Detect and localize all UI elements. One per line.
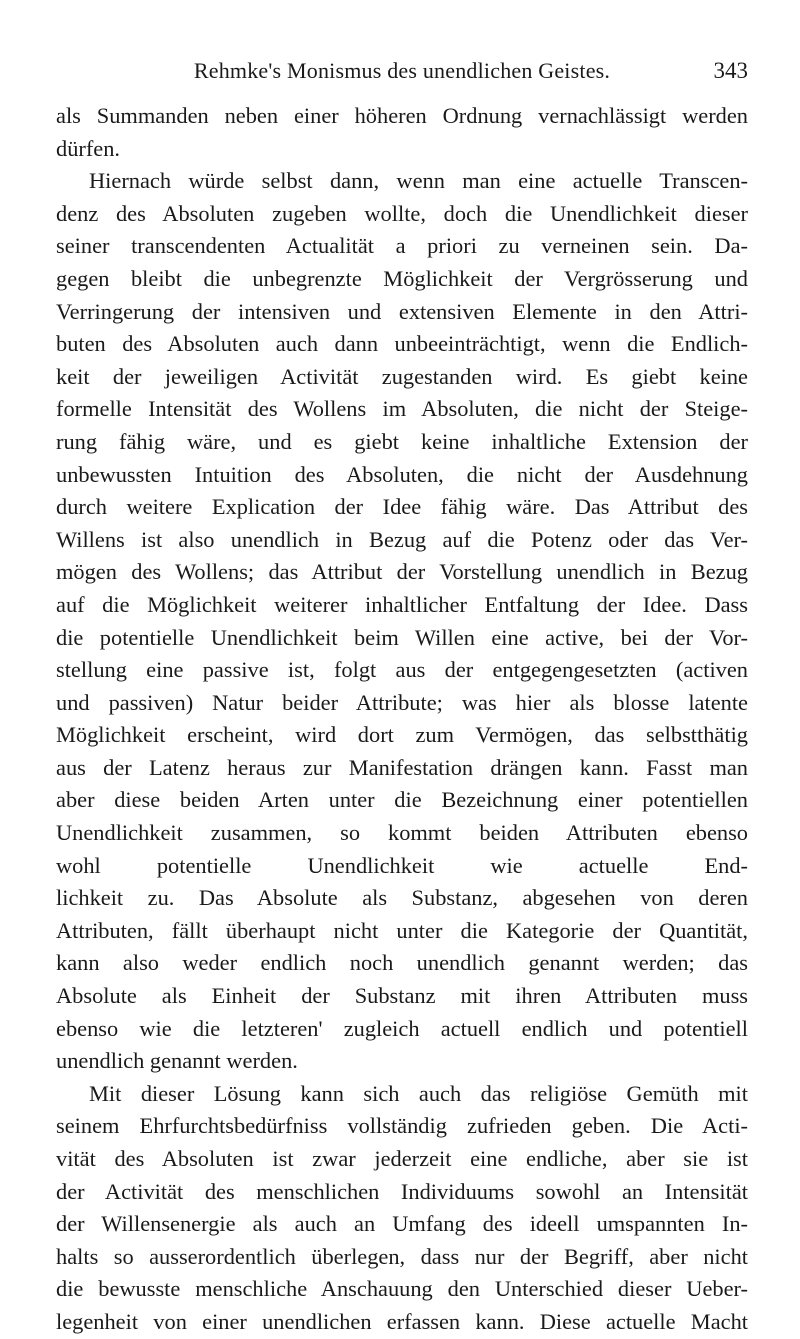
text-line: aber diese beiden Arten unter die Bezeichnung einer potentiellen bbox=[56, 787, 748, 813]
running-title: Rehmke's Monismus des unendlichen Geistes. bbox=[193, 58, 611, 83]
text-line: ebenso wie die letzteren' zugleich actuell endlich und potentiell bbox=[56, 1015, 748, 1041]
text-line: Hiernach würde selbst dann, wenn man eine actuelle Transcen- bbox=[89, 168, 748, 194]
text-line: stellung eine passive ist, folgt aus der entgegengesetzten (activen bbox=[56, 657, 748, 683]
text-line: mögen des Wollens; das Attribut der Vorstellung unendlich in Bezug bbox=[56, 559, 748, 585]
text-line: rung fähig wäre, und es giebt keine inhaltliche Extension der bbox=[56, 428, 748, 454]
text-line: Unendlichkeit zusammen, so kommt beiden Attributen ebenso bbox=[56, 820, 748, 846]
page-number: 343 bbox=[713, 58, 748, 83]
text-line: durch weitere Explication der Idee fähig wäre. Das Attribut des bbox=[56, 494, 748, 520]
text-line: kann also weder endlich noch unendlich genannt werden; das bbox=[56, 950, 748, 976]
text-line: seinem Ehrfurchtsbedürfniss vollständig zufrieden geben. Die Acti- bbox=[56, 1113, 748, 1139]
text-line: Möglichkeit erscheint, wird dort zum Vermögen, das selbstthätig bbox=[56, 722, 748, 748]
text-line: auf die Möglichkeit weiterer inhaltlicher Entfaltung der Idee. Dass bbox=[56, 591, 748, 617]
running-head bbox=[56, 58, 748, 90]
text-line: Absolute als Einheit der Substanz mit ihren Attributen muss bbox=[56, 983, 748, 1009]
text-line: als Summanden neben einer höheren Ordnung vernachlässigt werden bbox=[56, 103, 748, 128]
text-line: unbewussten Intuition des Absoluten, die nicht der Ausdehnung bbox=[56, 461, 748, 487]
text-line: unendlich genannt werden. bbox=[56, 1048, 298, 1074]
text-line: vität des Absoluten ist zwar jederzeit eine endliche, aber sie ist bbox=[56, 1146, 748, 1171]
text-line: formelle Intensität des Wollens im Absoluten, die nicht der Steige- bbox=[56, 396, 748, 422]
text-line: seiner transcendenten Actualität a priori zu verneinen sein. Da- bbox=[56, 233, 748, 259]
text-line: der Activität des menschlichen Individuums sowohl an Intensität bbox=[56, 1178, 748, 1204]
text-line: dürfen. bbox=[56, 135, 121, 161]
text-line: die bewusste menschliche Anschauung den Unterschied dieser Ueber- bbox=[56, 1276, 748, 1302]
text-line: denz des Absoluten zugeben wollte, doch die Unendlichkeit dieser bbox=[56, 200, 748, 226]
text-line: und passiven) Natur beider Attribute; was hier als blosse latente bbox=[56, 689, 748, 715]
text-line: Verringerung der intensiven und extensiven Elemente in den Attri- bbox=[56, 298, 748, 324]
body-text bbox=[56, 100, 748, 1339]
text-line: wohl potentielle Unendlichkeit wie actuelle End- bbox=[56, 852, 748, 878]
text-line: legenheit von einer unendlichen erfassen kann. Diese actuelle Macht bbox=[56, 1308, 748, 1334]
text-line: Attributen, fällt überhaupt nicht unter die Kategorie der Quantität, bbox=[56, 917, 748, 943]
text-line: Mit dieser Lösung kann sich auch das religiöse Gemüth mit bbox=[89, 1080, 748, 1106]
text-line: lichkeit zu. Das Absolute als Substanz, abgesehen von deren bbox=[56, 885, 748, 911]
text-line: keit der jeweiligen Activität zugestanden wird. Es giebt keine bbox=[56, 363, 748, 389]
text-line: halts so ausserordentlich überlegen, dass nur der Begriff, aber nicht bbox=[56, 1243, 748, 1269]
text-line: buten des Absoluten auch dann unbeeinträchtigt, wenn die Endlich- bbox=[56, 331, 748, 357]
text-line: die potentielle Unendlichkeit beim Willen eine active, bei der Vor- bbox=[56, 624, 748, 650]
text-line: Willens ist also unendlich in Bezug auf die Potenz oder das Ver- bbox=[56, 526, 748, 552]
text-line: gegen bleibt die unbegrenzte Möglichkeit der Vergrösserung und bbox=[56, 265, 748, 291]
text-line: aus der Latenz heraus zur Manifestation drängen kann. Fasst man bbox=[56, 754, 748, 780]
text-line: der Willensenergie als auch an Umfang des ideell umspannten In- bbox=[56, 1211, 748, 1237]
